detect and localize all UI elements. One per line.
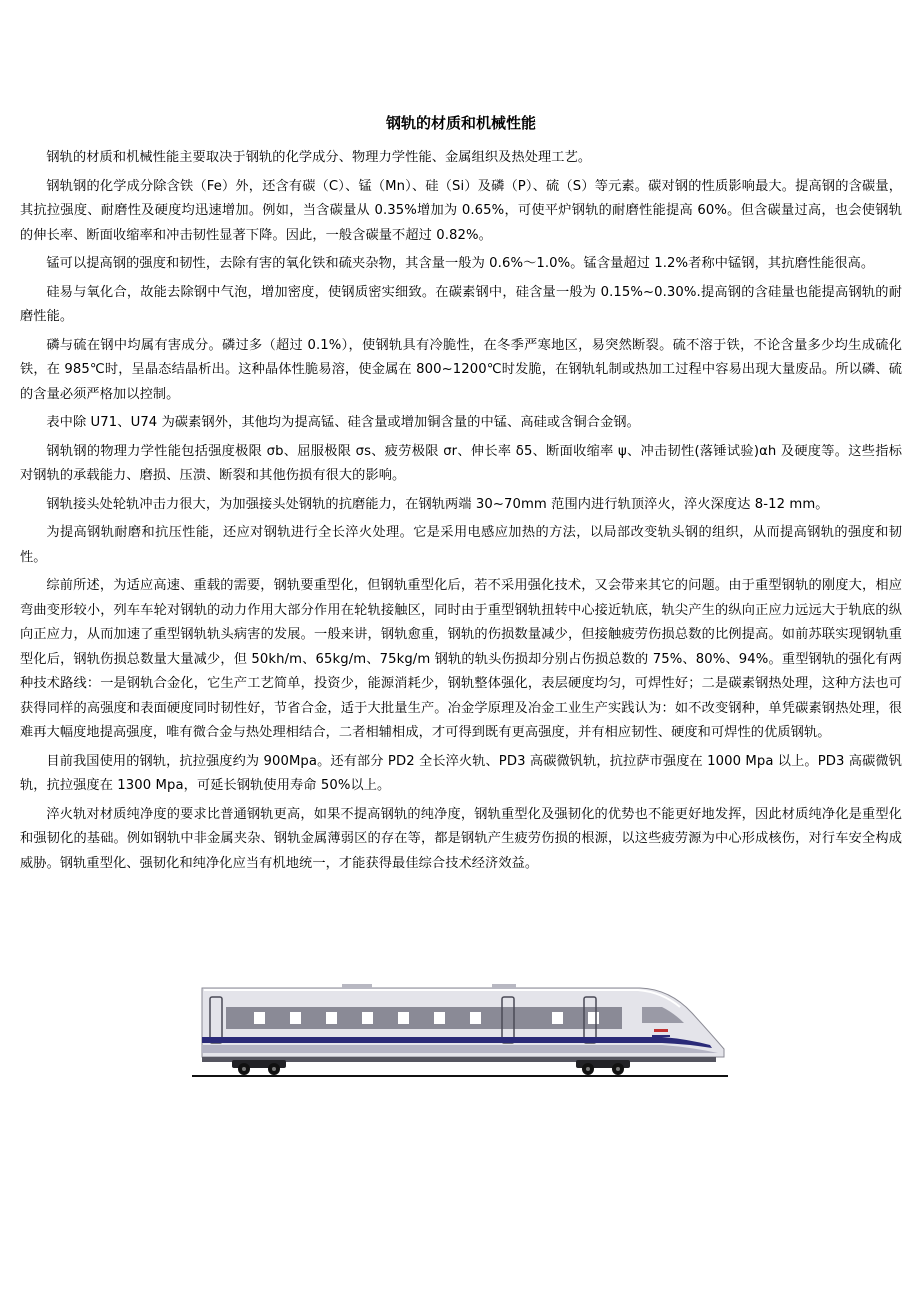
paragraph-summary: 综前所述，为适应高速、重载的需要，钢轨要重型化，但钢轨重型化后，若不采用强化技术，又会带来其它的问题。由于重型钢轨的刚度大，相应弯曲变形较小，列车车轮对钢轨的动力作用大部分作用在轮轨接触区，同时由于重型钢轨扭转中心接近轨底，轨尖产生的纵向正应力远远大于轨底的纵向正应力，从而加速了重型钢轨轨头病害的发展。一般来讲，钢轨愈重，钢轨的伤损数量减少，但接触疲劳伤损总数的比例提高。如前苏联实现钢轨重型化后，钢轨伤损总数量大量减少，但 50kh/m、65kg/m、75kg/m 钢轨的轨头伤损却分别占伤损总数的 75%、80%、94%。重型钢轨的强化有两种技术路线：一是钢轨合金化，它生产工艺简单，投资少，能源消耗少，钢轨整体强化，表层硬度均匀，可焊性好；二是碳素钢热处理，这种方法也可获得同样的高强度和表面硬度同时韧性好，节省合金，适于大批量生产。冶金学原理及冶金工业生产实践认为：如不改变钢种，单凭碳素钢热处理，很难再大幅度地提高强度，唯有微合金与热处理相结合，二者相辅相成，才可得到既有更高强度，并有相应韧性、硬度和可焊性的优质钢轨。	[20, 578, 902, 740]
document-page	[20, 112, 902, 880]
paragraph-phosphorus-sulfur: 磷与硫在钢中均属有害成分。磷过多（超过 0.1%），使钢轨具有冷脆性，在冬季严寒地区，易突然断裂。硫不溶于铁，不论含量多少均生成硫化铁，在 985℃时，呈晶态结晶析出。这种晶体性脆易溶，使金属在 800~1200℃时发脆，在钢轨轧制或热加工过程中容易出现大量废品。所以磷、硫的含量必须严格加以控制。	[20, 337, 902, 402]
paragraph-joint-quenching: 钢轨接头处轮轨冲击力很大，为加强接头处钢轨的抗磨能力，在钢轨两端 30~70mm 范围内进行轨顶淬火，淬火深度达 8-12 mm。	[46, 496, 829, 512]
paragraph-chemical-composition: 钢轨钢的化学成分除含铁（Fe）外，还含有碳（C）、锰（Mn）、硅（Si）及磷（P）、硫（S）等元素。碳对钢的性质影响最大。提高钢的含碳量，其抗拉强度、耐磨性及硬度均迅速增加。例如，当含碳量从 0.35%增加为 0.65%，可使平炉钢轨的耐磨性能提高 60%。但含碳量过高，也会使钢轨的伸长率、断面收缩率和冲击韧性显著下降。因此，一般含碳量不超过 0.82%。	[20, 178, 902, 243]
paragraph-full-length-quenching: 为提高钢轨耐磨和抗压性能，还应对钢轨进行全长淬火处理。它是采用电感应加热的方法，以局部改变轨头钢的组织，从而提高钢轨的强度和韧性。	[20, 525, 902, 565]
paragraph-alloy-steel: 表中除 U71、U74 为碳素钢外，其他均为提高锰、硅含量或增加铜含量的中锰、高硅或含铜合金钢。	[46, 415, 640, 430]
paragraph-mechanical-properties: 钢轨钢的物理力学性能包括强度极限 σb、屈服极限 σs、疲劳极限 σr、伸长率 δ5、断面收缩率 ψ、冲击韧性(落锤试验)αh 及硬度等。这些指标对钢轨的承载能力、磨损、压溃、断裂和其他伤损有很大的影响。	[20, 443, 902, 483]
paragraph-silicon: 硅易与氧化合，故能去除钢中气泡，增加密度，使钢质密实细致。在碳素钢中，硅含量一般为 0.15%~0.30%.提高钢的含硅量也能提高钢轨的耐磨性能。	[20, 284, 902, 324]
train-illustration	[192, 983, 728, 1079]
paragraph-manganese: 锰可以提高钢的强度和韧性，去除有害的氧化铁和硫夹杂物，其含量一般为 0.6%～1.0%。锰含量超过 1.2%者称中锰钢，其抗磨性能很高。	[46, 256, 875, 271]
page-title: 钢轨的材质和机械性能	[385, 114, 536, 132]
paragraph-purity: 淬火轨对材质纯净度的要求比普通钢轨更高，如果不提高钢轨的纯净度，钢轨重型化及强韧化的优势也不能更好地发挥，因此材质纯净化是重型化和强韧化的基础。例如钢轨中非金属夹杂、钢轨金属薄弱区的存在等，都是钢轨产生疲劳伤损的根源，以这些疲劳源为中心形成核伤，对行车安全构成威胁。钢轨重型化、强韧化和纯净化应当有机地统一，才能获得最佳综合技术经济效益。	[20, 806, 902, 871]
paragraph-intro: 钢轨的材质和机械性能主要取决于钢轨的化学成分、物理力学性能、金属组织及热处理工艺。	[46, 150, 592, 165]
paragraph-current-rails: 目前我国使用的钢轨，抗拉强度约为 900Mpa。还有部分 PD2 全长淬火轨、PD3 高碳微钒轨，抗拉萨市强度在 1000 Mpa 以上。PD3 高碳微钒轨，抗拉强度在 1300 Mpa，可延长钢轨使用寿命 50%以上。	[20, 753, 902, 793]
high-speed-train-icon	[192, 983, 728, 1079]
